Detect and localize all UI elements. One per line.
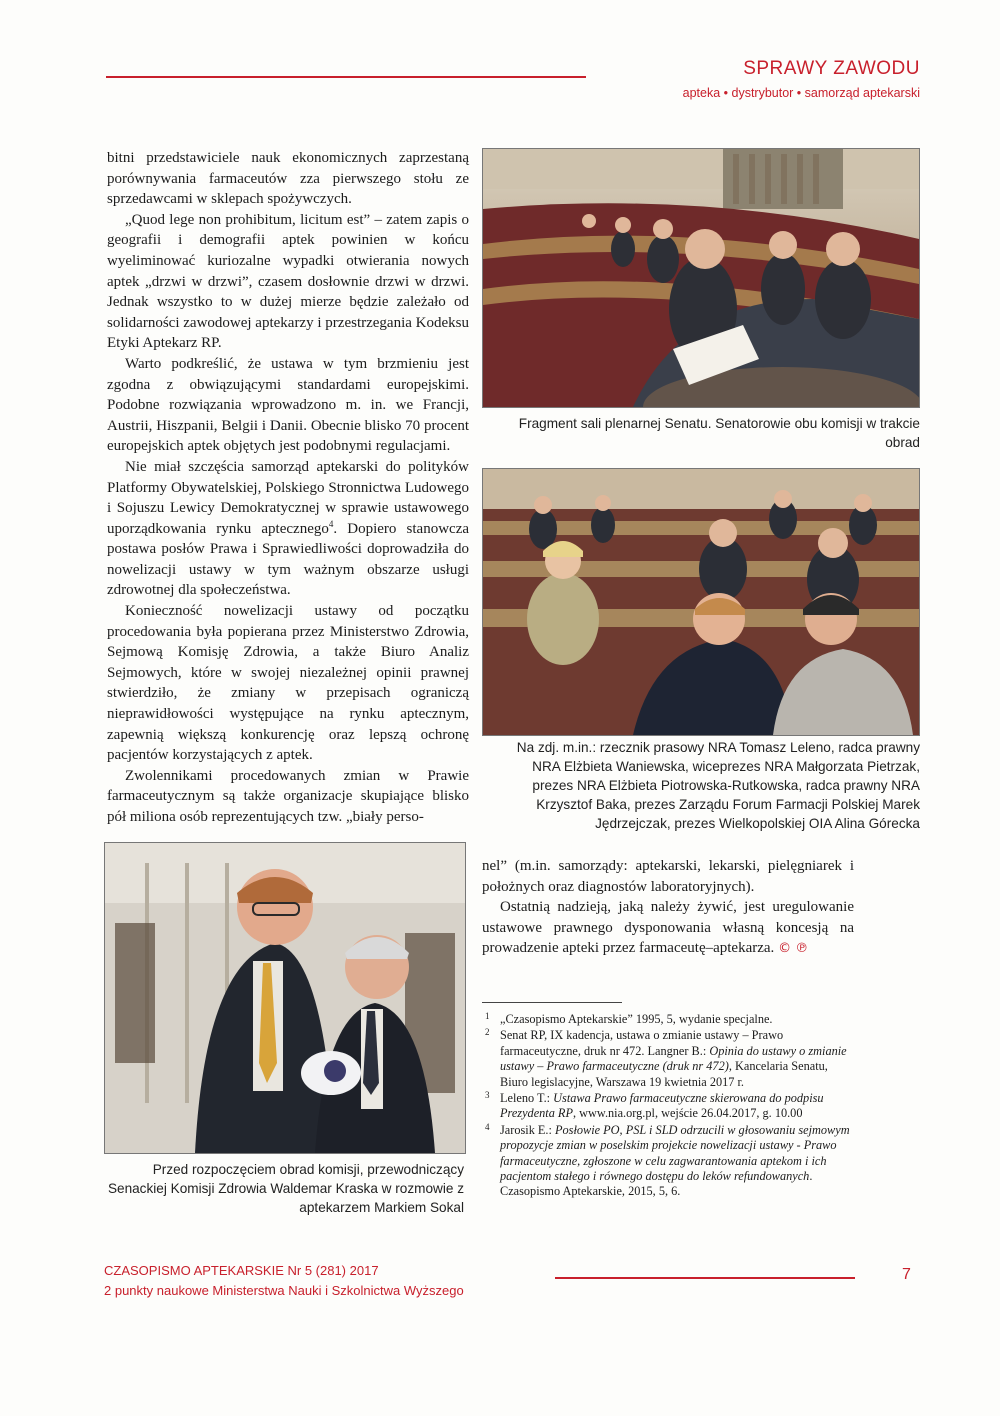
paragraph <box>107 457 469 601</box>
footnote-text: Opinia do ustawy o zmianie ustawy – Prawo farmaceutyczne (druk nr 472) <box>500 1043 847 1074</box>
paragraph-text: Ostatnią nadzieją, jaką należy żywić, jest uregulowanie ustawowe prawnego dysponowania własną koncesją na prowadzenie apteki przez farmaceutę–aptekarza. <box>482 899 854 957</box>
paragraph <box>482 897 854 960</box>
footnote-number: 2 <box>485 1027 490 1038</box>
paragraph-text: . Dopiero stanowcza postawa posłów Prawa i Sprawiedliwości doprowadziła do nowelizacji ustawy w tym ważnym obszarze usługi zdrowotnej dla społeczeństwa. <box>107 520 470 599</box>
footnote-ref: 4 <box>328 518 334 529</box>
footnote-text: Ustawa Prawo farmaceutyczne skierowana do podpisu Prezydenta RP <box>500 1091 824 1121</box>
footnotes <box>482 1012 854 1201</box>
footer-journal: CZASOPISMO APTEKARSKIE Nr 5 (281) 2017 <box>104 1263 379 1278</box>
footnote-number: 3 <box>485 1090 490 1101</box>
footer-points: 2 punkty naukowe Ministerstwa Nauki i Szkolnictwa Wyższego <box>104 1283 464 1298</box>
footer-rule <box>555 1277 855 1279</box>
caption-photo-senate-hall: Fragment sali plenarnej Senatu. Senatorowie obu komisji w trakcie obrad <box>518 416 920 450</box>
footnote-number: 1 <box>485 1011 490 1021</box>
paragraph: Konieczność nowelizacji ustawy od początku procedowania była popierana przez Ministerstwo Zdrowia, Sejmową Komisję Zdrowia, a także Biuro Analiz Sejmowych, które w swojej niezależnej opinii prawnej stwierdziło, że zmiany w przepisach ograniczą nieprawidłowości występujące na rynku aptecznym, zapewnią większą konkurencję oraz lepszą ochronę pacjentów korzystających z aptek. <box>107 603 469 764</box>
caption-photo-kraska-sokal: Przed rozpoczęciem obrad komisji, przewodniczący Senackiej Komisji Zdrowia Waldemar Kraska w rozmowie z aptekarzem Markiem Sokal <box>107 1162 464 1215</box>
photo-council-members <box>482 468 920 736</box>
photo-senate-hall <box>482 148 920 408</box>
footnote-text: , Kancelaria Senatu, Biuro legislacyjne, Warszawa 19 kwietnia 2017 r. <box>500 1059 828 1089</box>
left-column <box>107 148 469 828</box>
footnote-number: 4 <box>485 1121 490 1132</box>
end-mark-icon: © ℗ <box>778 941 809 957</box>
right-column <box>482 856 854 960</box>
photo-kraska-sokal <box>104 842 466 1154</box>
caption-photo-council-members: Na zdj. m.in.: rzecznik prasowy NRA Tomasz Leleno, radca prawny NRA Elżbieta Waniewska, wiceprezes NRA Małgorzata Pietrzak, prezes NRA Elżbieta Piotrowska-Rutkowska, radca prawny NRA Krzysztof Baka, prezes Zarządu Forum Farmacji Polskiej Marek Jędrzejczak, prezes Wielkopolskiej OIA Alina Górecka <box>516 740 920 831</box>
paragraph-text: Nie miał szczęścia samorząd aptekarski do polityków Platformy Obywatelskiej, Polskiego Stronnictwa Ludowego i Sojuszu Lewicy Demokratycznej w sprawie ustawowego uporządkowania rynku aptecznego <box>107 458 469 537</box>
section-subtitle: apteka • dystrybutor • samorząd aptekarski <box>682 86 920 100</box>
paragraph: bitni przedstawiciele nauk ekonomicznych zaprzestaną porównywania farmaceutów zza pierwszego stołu ze sprzedawcami w sklepach spożywczych. <box>107 150 469 208</box>
footnote-text: „Czasopismo Aptekarskie” 1995, 5, wydanie specjalne. <box>500 1012 773 1026</box>
footnote <box>482 1123 854 1200</box>
paragraph: Warto podkreślić, że ustawa w tym brzmieniu jest zgodna z obwiązującymi standardami europejskimi. Podobne rozwiązania wprowadzono m. in. we Francji, Austrii, Hiszpanii, Belgii i Danii. Obecnie blisko 70 procent europejskich aptek objętych jest podobnymi regulacjami. <box>107 355 469 455</box>
header-rule <box>106 76 586 78</box>
footnote <box>482 1091 854 1122</box>
footnote-text: Jarosik E.: <box>500 1122 555 1137</box>
footnote-text: Senat RP, IX kadencja, ustawa o zmianie ustawy – Prawo farmaceutyczne, druk nr 472. Langner B.: <box>500 1028 784 1058</box>
paragraph: „Quod lege non prohibitum, licitum est” – zatem zapis o geografii i demografii aptek powinien w końcu wyeliminować kuriozalne wypadki otwierania nowych aptek „drzwi w drzwi”, czasem dosłownie drzwi w drzwi. Jednak wszystko to w dużej mierze będzie zależało od solidarności zawodowej aptekarzy i przestrzegania Kodeksu Etyki Aptekarz RP. <box>107 211 469 352</box>
footnote-text: Leleno T.: <box>500 1091 554 1106</box>
paragraph: Zwolennikami procedowanych zmian w Prawie farmaceutycznym są także organizacje skupiające blisko pół miliona osób reprezentujących tzw. „biały perso- <box>107 767 469 825</box>
footnote-text: . Czasopismo Aptekarskie, 2015, 5, 6. <box>500 1169 813 1199</box>
footnote-text: Posłowie PO, PSL i SLD odrzucili w głosowaniu sejmowym propozycje zmian w poselskim projekcie nowelizacji ustawy - Prawo farmaceutyczne, zgłoszone w celu zagwarantowania aptekom i ich pacjentom stałego i równego dostępu do leków refundowanych <box>500 1122 850 1184</box>
page-number: 7 <box>902 1266 911 1283</box>
footnote <box>482 1012 854 1027</box>
footnote-text: , www.nia.org.pl, wejście 26.04.2017, g. 10.00 <box>572 1106 803 1121</box>
section-title: SPRAWY ZAWODU <box>743 58 920 79</box>
footnote <box>482 1028 854 1090</box>
paragraph: nel” (m.in. samorządy: aptekarski, lekarski, pielęgniarek i położnych oraz diagnostów laboratoryjnych). <box>482 858 854 895</box>
footnote-rule <box>482 1002 622 1003</box>
